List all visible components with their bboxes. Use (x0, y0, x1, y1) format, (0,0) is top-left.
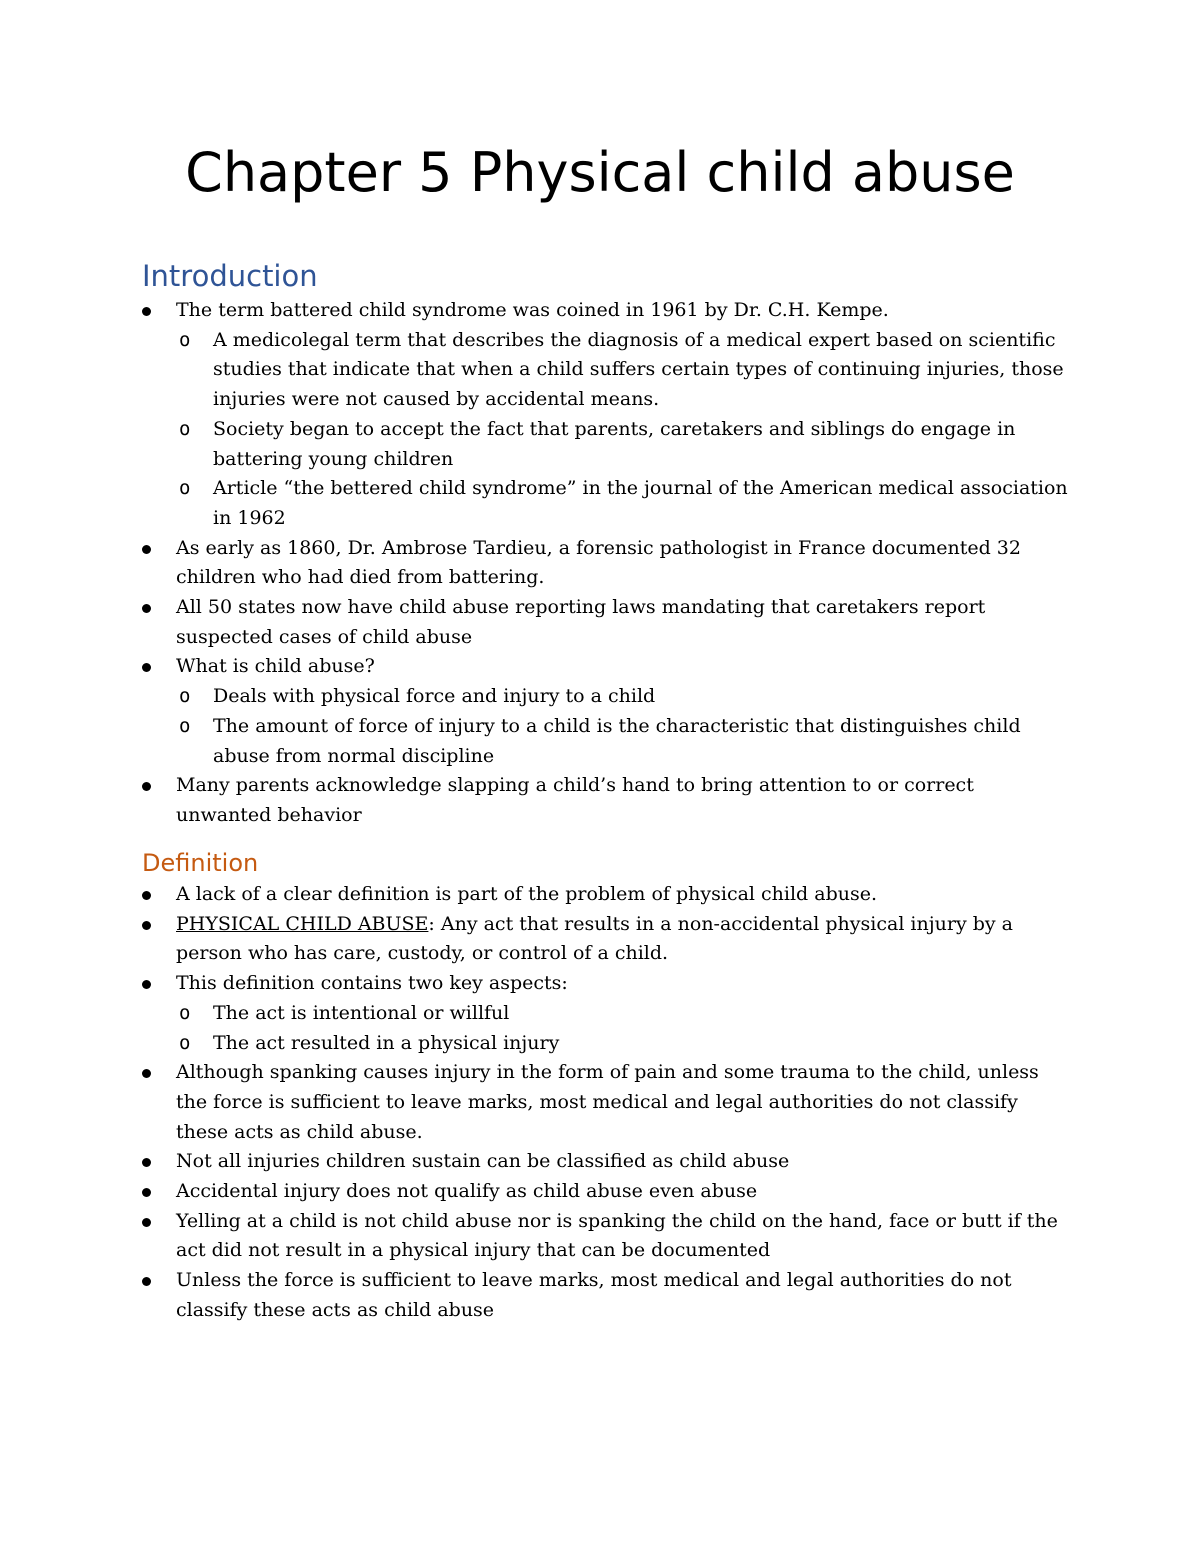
sub-list-item-text: The amount of force of injury to a child is the characteristic that distinguishes child abuse from normal discipline (213, 714, 1021, 767)
bullet-icon (142, 891, 151, 900)
sub-list-item (142, 415, 1072, 474)
list-item (142, 296, 1072, 534)
sub-list-item-text: Article “the bettered child syndrome” in the journal of the American medical association in 1962 (213, 477, 1068, 529)
bullet-icon (142, 921, 151, 930)
list-item (142, 534, 1072, 593)
sub-list (176, 682, 1072, 771)
sub-bullet-icon: o (179, 328, 191, 351)
list-item-text: : Any act that results in a non-accidental physical injury by a person who has care, custody, or control of a child. (176, 912, 1013, 965)
sub-list-item (142, 999, 1072, 1029)
sub-bullet-icon: o (179, 417, 191, 440)
definition-heading: Definition (142, 849, 259, 877)
list-item (142, 1058, 1072, 1147)
sub-bullet-icon: o (179, 685, 191, 708)
introduction-heading: Introduction (142, 259, 318, 293)
list-item-text: All 50 states now have child abuse reporting laws mandating that caretakers report suspected cases of child abuse (176, 596, 986, 648)
sub-list-item (142, 1029, 1072, 1059)
sub-bullet-icon: o (179, 477, 191, 500)
list-item (142, 910, 1072, 969)
list-item-text: Accidental injury does not qualify as child abuse even abuse (176, 1180, 758, 1203)
list-item-text: Many parents acknowledge slapping a child’s hand to bring attention to or correct unwanted behavior (176, 774, 974, 826)
list-item-text: What is child abuse? (176, 655, 375, 678)
list-item (142, 880, 1072, 910)
list-item-text: The term battered child syndrome was coined in 1961 by Dr. C.H. Kempe. (176, 299, 889, 321)
sub-list-item-text: Society began to accept the fact that parents, caretakers and siblings do engage in battering young children (213, 417, 1016, 470)
sub-list (176, 999, 1072, 1058)
bullet-icon (142, 307, 151, 316)
list-item (142, 1266, 1072, 1325)
introduction-list (142, 296, 1072, 831)
sub-bullet-icon: o (179, 1001, 191, 1024)
list-item (142, 1207, 1072, 1266)
bullet-icon (142, 782, 151, 791)
list-item (142, 593, 1072, 652)
list-item-text: Unless the force is sufficient to leave marks, most medical and legal authorities do not classify these acts as child abuse (176, 1269, 1012, 1321)
list-item-text: A lack of a clear definition is part of the problem of physical child abuse. (176, 883, 878, 905)
list-item (142, 1147, 1072, 1177)
sub-bullet-icon: o (179, 1031, 191, 1054)
sub-list-item-text: The act resulted in a physical injury (213, 1031, 560, 1054)
sub-list-item (142, 326, 1072, 415)
definition-section (142, 846, 1072, 1326)
list-item (142, 652, 1072, 771)
bullet-icon (142, 545, 151, 554)
sub-list-item-text: The act is intentional or willful (213, 1001, 510, 1024)
bullet-icon (142, 1158, 151, 1167)
bullet-icon (142, 663, 151, 672)
bullet-icon (142, 604, 151, 613)
list-item-text: Not all injuries children sustain can be classified as child abuse (176, 1150, 790, 1173)
defined-term: PHYSICAL CHILD ABUSE (176, 912, 429, 935)
bullet-icon (142, 1218, 151, 1227)
bullet-icon (142, 1188, 151, 1197)
list-item-text: Although spanking causes injury in the form of pain and some trauma to the child, unless the force is sufficient to leave marks, most medical and legal authorities do not classify these acts as child abuse. (176, 1061, 1039, 1143)
bullet-icon (142, 1069, 151, 1078)
list-item (142, 771, 1072, 830)
definition-list (142, 880, 1072, 1326)
list-item (142, 969, 1072, 1058)
list-item-text: Yelling at a child is not child abuse nor is spanking the child on the hand, face or butt if the act did not result in a physical injury that can be documented (176, 1209, 1058, 1262)
sub-list-item-text: Deals with physical force and injury to a child (213, 685, 656, 708)
list-item-text: This definition contains two key aspects: (176, 972, 568, 995)
sub-bullet-icon: o (179, 714, 191, 737)
bullet-icon (142, 980, 151, 989)
bullet-icon (142, 1277, 151, 1286)
sub-list-item (142, 712, 1072, 771)
list-item-text: As early as 1860, Dr. Ambrose Tardieu, a forensic pathologist in France documented 32 children who had died from battering. (176, 536, 1021, 589)
page-title: Chapter 5 Physical child abuse (185, 141, 1015, 204)
sub-list-item-text: A medicolegal term that describes the diagnosis of a medical expert based on scientific studies that indicate that when a child suffers certain types of continuing injuries, those injuries were not caused by accidental means. (213, 328, 1064, 411)
sub-list (176, 326, 1072, 534)
sub-list-item (142, 682, 1072, 712)
sub-list-item (142, 474, 1072, 533)
introduction-section (142, 256, 1072, 831)
list-item (142, 1177, 1072, 1207)
